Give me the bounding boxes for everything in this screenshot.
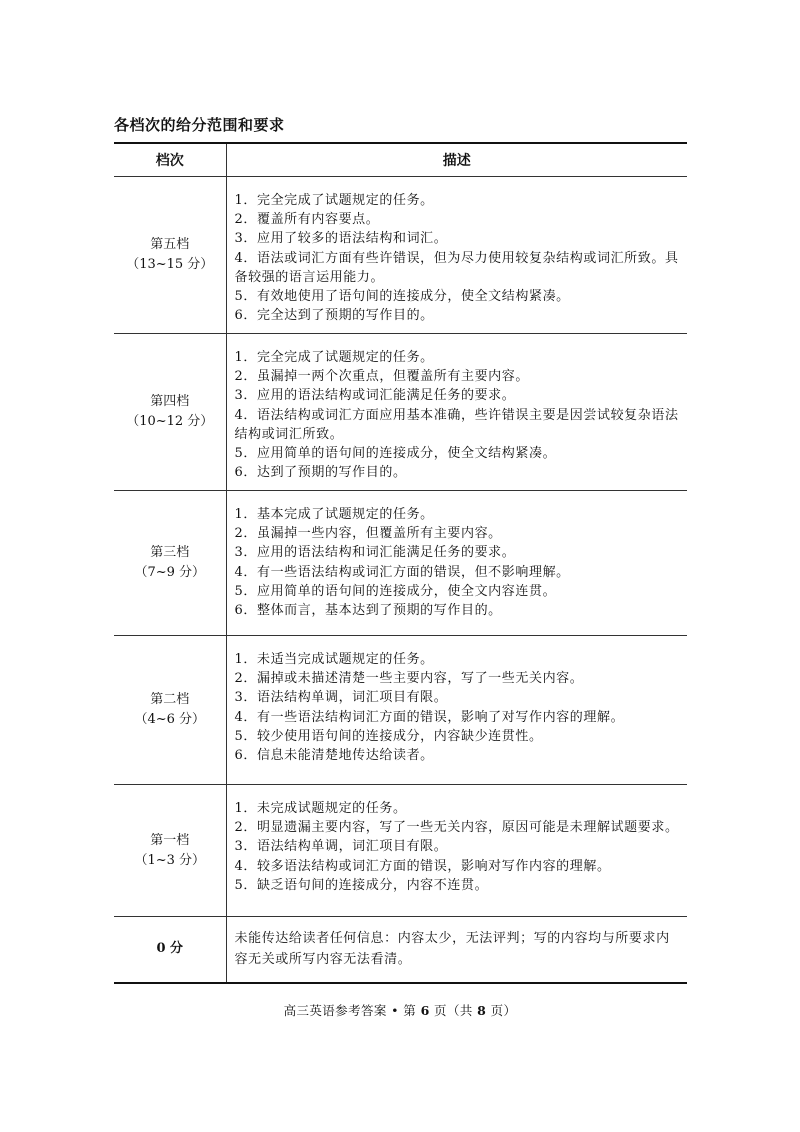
criteria-list bbox=[235, 191, 680, 325]
criteria-item: 2．明显遗漏主要内容，写了一些无关内容，原因可能是未理解试题要求。 bbox=[234, 820, 679, 836]
description-cell bbox=[226, 334, 687, 491]
criteria-item: 2．虽漏掉一两个次重点，但覆盖所有主要内容。 bbox=[234, 369, 529, 385]
criteria-item: 1．完全完成了试题规定的任务。 bbox=[234, 193, 434, 208]
level-range: （10~12 分） bbox=[126, 414, 214, 429]
criteria-item: 5．应用简单的语句间的连接成分，使全文内容连贯。 bbox=[234, 583, 557, 599]
criteria-item: 2．覆盖所有内容要点。 bbox=[234, 212, 380, 228]
criteria-item: 3．应用的语法结构或词汇能满足任务的要求。 bbox=[234, 388, 516, 404]
criteria-list bbox=[235, 505, 680, 620]
description-cell: 未能传达给读者任何信息：内容太少，无法评判；写的内容均与所要求内容无关或所写内容无法看清。 bbox=[226, 917, 687, 983]
footer-page-number: 6 bbox=[420, 1003, 430, 1018]
criteria-item: 6．达到了预期的写作目的。 bbox=[234, 465, 407, 481]
level-name: 第三档 bbox=[150, 545, 190, 560]
level-range: （4~6 分） bbox=[134, 712, 206, 727]
description-cell bbox=[226, 491, 687, 636]
level-cell bbox=[114, 785, 226, 917]
section-title: 各档次的给分范围和要求 bbox=[114, 116, 285, 134]
criteria-item: 3．语法结构单调，词汇项目有限。 bbox=[234, 690, 448, 706]
level-name: 第二档 bbox=[150, 692, 190, 707]
criteria-item: 4．语法或词汇方面有些许错误，但为尽力使用较复杂结构或词汇所致。具备较强的语言运用能力。 bbox=[234, 250, 679, 285]
description-cell bbox=[226, 636, 687, 785]
criteria-item: 6．整体而言，基本达到了预期的写作目的。 bbox=[234, 603, 502, 619]
level-cell bbox=[114, 334, 226, 491]
criteria-item: 4．有一些语法结构或词汇方面的错误，但不影响理解。 bbox=[234, 564, 570, 580]
footer-suffix: 页） bbox=[486, 1003, 517, 1018]
grade-row-4 bbox=[114, 334, 687, 491]
grade-row-3 bbox=[114, 491, 687, 636]
level-name: 第四档 bbox=[150, 394, 190, 409]
level-cell bbox=[114, 491, 226, 636]
criteria-item: 5．缺乏语句间的连接成分，内容不连贯。 bbox=[234, 877, 489, 893]
criteria-item: 1．基本完成了试题规定的任务。 bbox=[234, 507, 434, 522]
criteria-list bbox=[235, 650, 680, 765]
grade-row-0 bbox=[114, 917, 687, 983]
footer-total-pages: 8 bbox=[477, 1003, 487, 1018]
criteria-item: 5．较少使用语句间的连接成分，内容缺少连贯性。 bbox=[234, 728, 543, 744]
description-cell bbox=[226, 177, 687, 334]
table-header-row bbox=[114, 143, 687, 177]
header-level: 档次 bbox=[114, 143, 226, 177]
grading-table bbox=[114, 142, 687, 984]
criteria-list bbox=[235, 348, 680, 482]
criteria-item: 1．完全完成了试题规定的任务。 bbox=[234, 350, 434, 365]
criteria-item: 1．未适当完成试题规定的任务。 bbox=[234, 652, 434, 667]
header-description: 描述 bbox=[226, 143, 687, 177]
level-range: （13~15 分） bbox=[126, 257, 214, 272]
level-range: （1~3 分） bbox=[134, 852, 206, 868]
grade-row-5 bbox=[114, 177, 687, 334]
level-cell bbox=[114, 177, 226, 334]
criteria-item: 4．有一些语法结构词汇方面的错误，影响了对写作内容的理解。 bbox=[234, 709, 625, 725]
page-footer bbox=[0, 1001, 800, 1019]
criteria-list bbox=[235, 799, 680, 895]
criteria-item: 3．语法结构单调，词汇项目有限。 bbox=[234, 839, 448, 855]
criteria-item: 5．有效地使用了语句间的连接成分，使全文结构紧凑。 bbox=[234, 289, 570, 305]
level-name: 第五档 bbox=[150, 237, 190, 252]
criteria-item: 6．信息未能清楚地传达给读者。 bbox=[234, 748, 434, 764]
criteria-item: 2．漏掉或未描述清楚一些主要内容，写了一些无关内容。 bbox=[234, 671, 584, 687]
level-cell bbox=[114, 636, 226, 785]
footer-middle: 页（共 bbox=[429, 1003, 478, 1018]
level-cell: 0 分 bbox=[114, 917, 226, 983]
criteria-item: 1．未完成试题规定的任务。 bbox=[234, 801, 407, 816]
criteria-item: 6．完全达到了预期的写作目的。 bbox=[234, 308, 434, 324]
footer-prefix: 高三英语参考答案 • 第 bbox=[283, 1003, 421, 1018]
description-cell bbox=[226, 785, 687, 917]
criteria-item: 3．应用的语法结构和词汇能满足任务的要求。 bbox=[234, 545, 516, 561]
criteria-item: 3．应用了较多的语法结构和词汇。 bbox=[234, 231, 448, 247]
criteria-item: 4．较多语法结构或词汇方面的错误，影响对写作内容的理解。 bbox=[234, 858, 611, 874]
level-name: 第一档 bbox=[150, 832, 190, 848]
grade-row-1 bbox=[114, 785, 687, 917]
criteria-item: 5．应用简单的语句间的连接成分，使全文结构紧凑。 bbox=[234, 446, 557, 462]
level-range: （7~9 分） bbox=[134, 565, 206, 580]
grade-row-2 bbox=[114, 636, 687, 785]
criteria-item: 4．语法结构或词汇方面应用基本准确，些许错误主要是因尝试较复杂语法结构或词汇所致。 bbox=[234, 407, 679, 442]
criteria-item: 2．虽漏掉一些内容，但覆盖所有主要内容。 bbox=[234, 526, 502, 542]
